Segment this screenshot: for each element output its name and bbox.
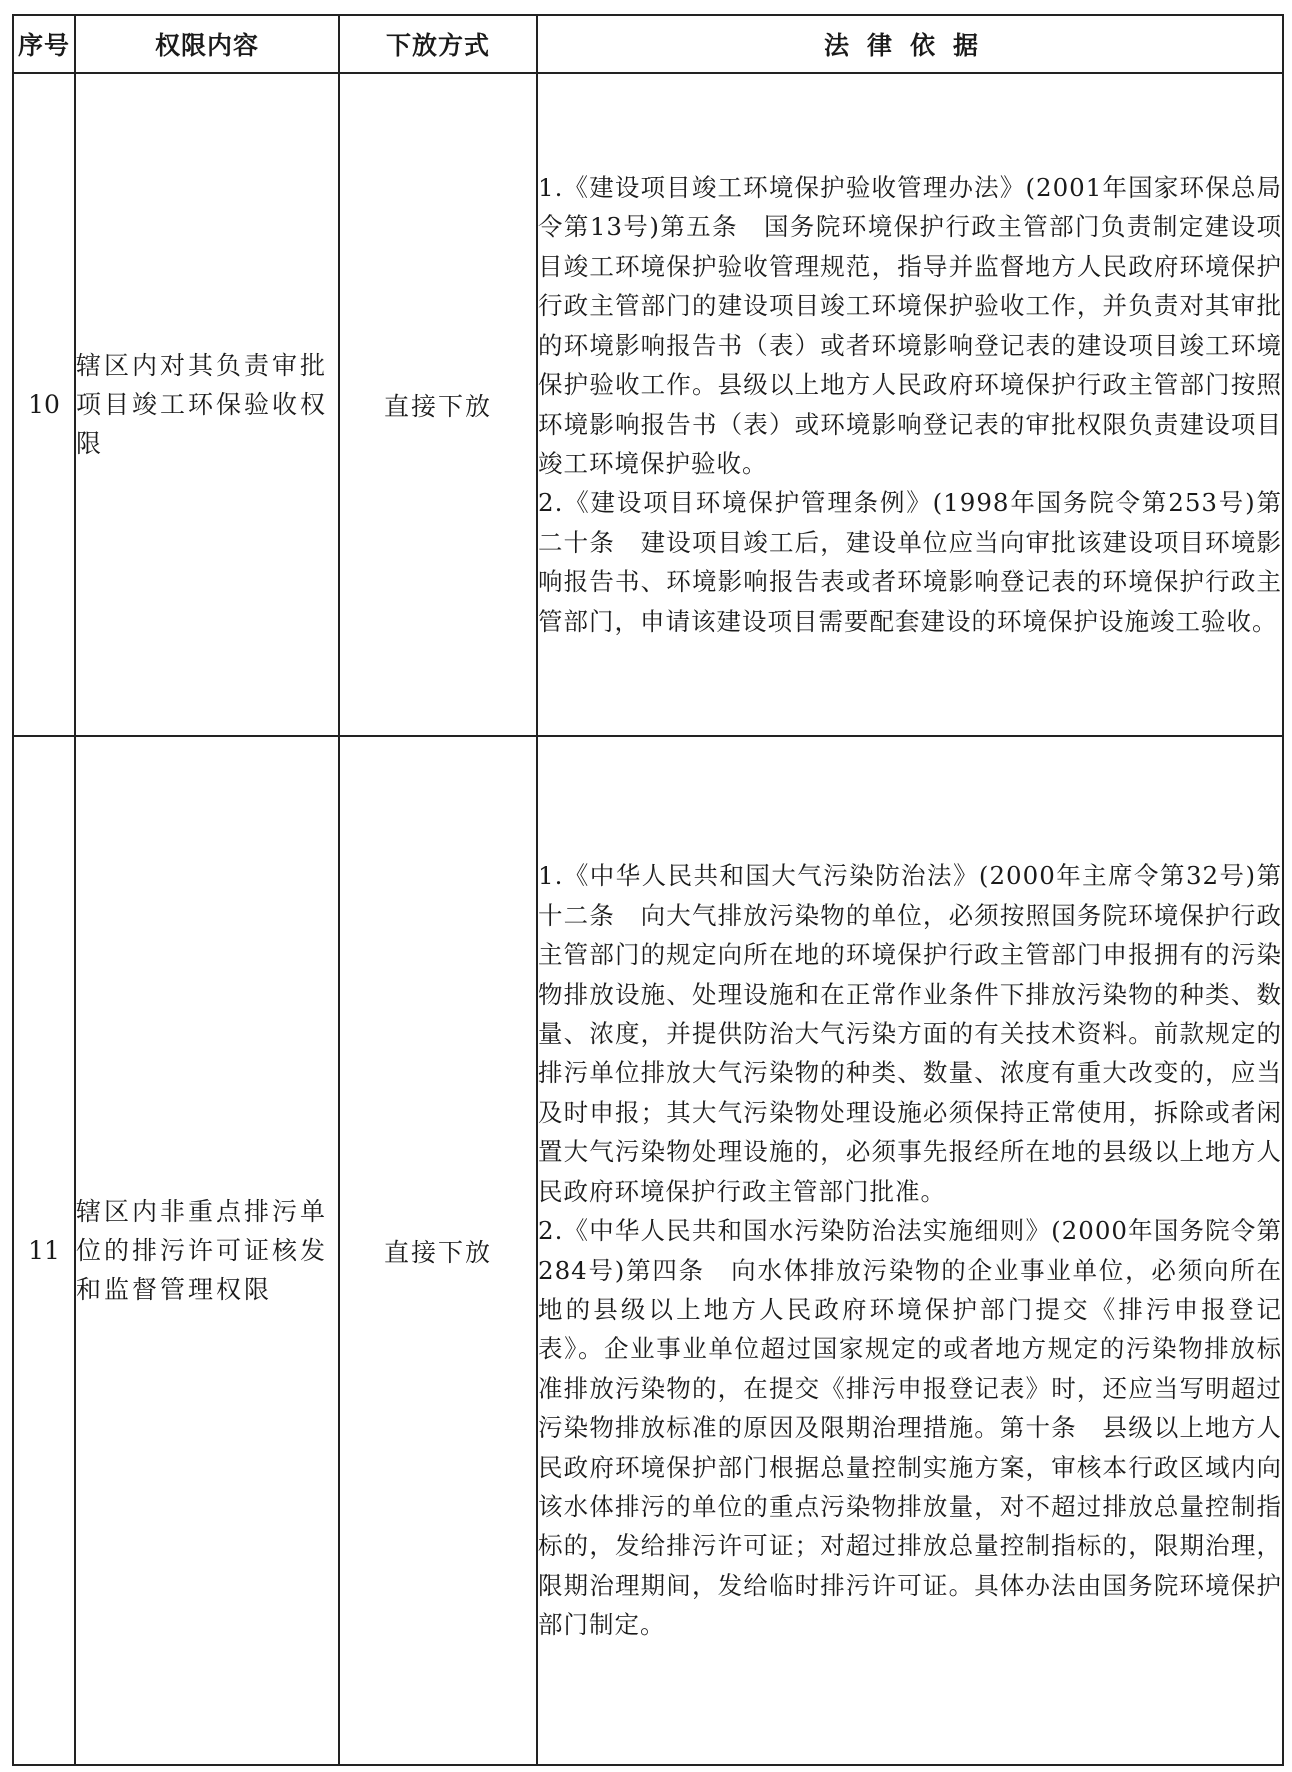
row-seq: 10 [13, 73, 75, 736]
table-header-row [13, 15, 1283, 73]
row-method: 直接下放 [339, 736, 537, 1765]
table-row [13, 736, 1283, 1765]
basis-paragraph: 1.《建设项目竣工环境保护验收管理办法》(2001年国家环保总局令第13号)第五条 国务院环境保护行政主管部门负责制定建设项目竣工环境保护验收管理规范，指导并监督地方人民政府环境保护行政主管部门的建设项目竣工环境保护验收工作，并负责对其审批的环境影响报告书（表）或者环境影响登记表的建设项目竣工环境保护验收工作。县级以上地方人民政府环境保护行政主管部门按照环境影响报告书（表）或环境影响登记表的审批权限负责建设项目竣工环境保护验收。 [538, 173, 1282, 478]
row-scope: 辖区内对其负责审批项目竣工环保验收权限 [75, 73, 339, 736]
document-page [12, 14, 1282, 1762]
row-scope: 辖区内非重点排污单位的排污许可证核发和监督管理权限 [75, 736, 339, 1765]
header-method: 下放方式 [339, 15, 537, 73]
header-basis: 法律依据 [537, 15, 1283, 73]
row-method: 直接下放 [339, 73, 537, 736]
header-seq: 序号 [13, 15, 75, 73]
delegation-table [12, 14, 1284, 1766]
header-scope: 权限内容 [75, 15, 339, 73]
basis-paragraph: 1.《中华人民共和国大气污染防治法》(2000年主席令第32号)第十二条 向大气排放污染物的单位，必须按照国务院环境保护行政主管部门的规定向所在地的环境保护行政主管部门申报拥有的污染物排放设施、处理设施和在正常作业条件下排放污染物的种类、数量、浓度，并提供防治大气污染方面的有关技术资料。前款规定的排污单位排放大气污染物的种类、数量、浓度有重大改变的，应当及时申报；其大气污染物处理设施必须保持正常使用，拆除或者闲置大气污染物处理设施的，必须事先报经所在地的县级以上地方人民政府环境保护行政主管部门批准。 [538, 861, 1282, 1206]
basis-paragraph: 2.《建设项目环境保护管理条例》(1998年国务院令第253号)第二十条 建设项目竣工后，建设单位应当向审批该建设项目环境影响报告书、环境影响报告表或者环境影响登记表的环境保护行政主管部门，申请该建设项目需要配套建设的环境保护设施竣工验收。 [538, 488, 1282, 636]
row-basis [537, 736, 1283, 1765]
table-row [13, 73, 1283, 736]
row-basis [537, 73, 1283, 736]
row-seq: 11 [13, 736, 75, 1765]
basis-paragraph: 2.《中华人民共和国水污染防治法实施细则》(2000年国务院令第284号)第四条 向水体排放污染物的企业事业单位，必须向所在地的县级以上地方人民政府环境保护部门提交《排污申报登记表》。企业事业单位超过国家规定的或者地方规定的污染物排放标准排放污染物的，在提交《排污申报登记表》时，还应当写明超过污染物排放标准的原因及限期治理措施。第十条 县级以上地方人民政府环境保护部门根据总量控制实施方案，审核本行政区域内向该水体排污的单位的重点污染物排放量，对不超过排放总量控制指标的，发给排污许可证；对超过排放总量控制指标的，限期治理，限期治理期间，发给临时排污许可证。具体办法由国务院环境保护部门制定。 [538, 1216, 1282, 1640]
